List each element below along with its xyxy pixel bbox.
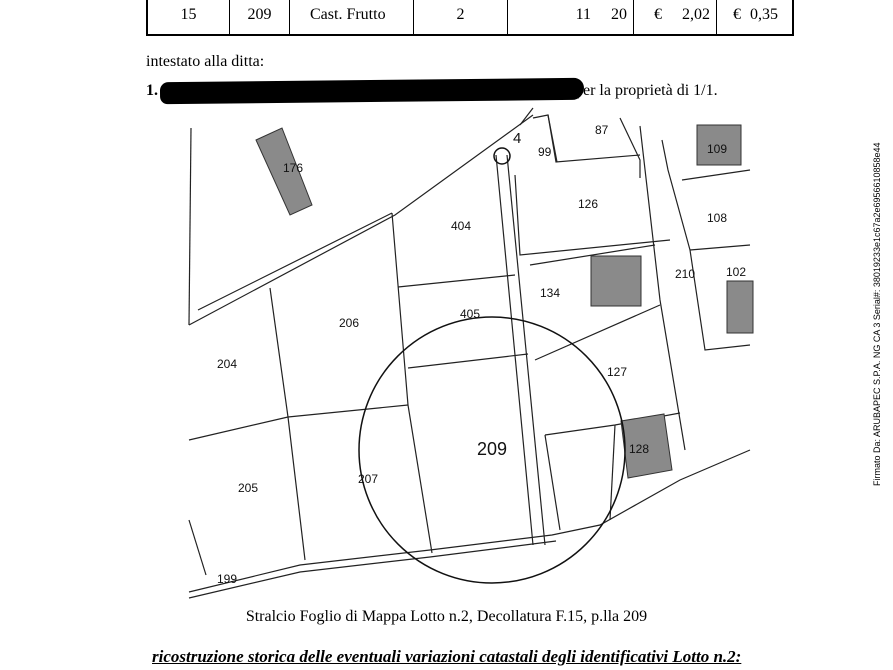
parcel-label: 199	[217, 572, 238, 586]
parcel-label: 109	[707, 142, 728, 156]
cell-classe: 2	[414, 0, 508, 34]
parcel-label: 134	[540, 286, 561, 300]
euro-symbol: €	[654, 6, 662, 23]
owner-share: per la proprietà di 1/1.	[575, 82, 718, 99]
parcel-label: 126	[578, 197, 599, 211]
parcel-label: 99	[538, 145, 552, 159]
section-heading: ricostruzione storica delle eventuali variazioni catastali degli identificativi Lotto n.2:	[152, 647, 742, 666]
parcel-label: 128	[629, 442, 650, 456]
parcel-label: 4	[513, 130, 522, 147]
euro-symbol: €	[733, 6, 741, 23]
map-caption: Stralcio Foglio di Mappa Lotto n.2, Decollatura F.15, p.lla 209	[245, 608, 648, 625]
parcel-label: 108	[707, 211, 728, 225]
parcel-label-highlighted: 209	[477, 439, 508, 459]
owner-number: 1.	[146, 82, 158, 99]
cell-qualita: Cast. Frutto	[290, 0, 414, 34]
digital-signature-stamp: Firmato Da: ARUBAPEC S.P.A. NG CA 3 Serial#: 38019233e1c67a2e6956610858e44	[872, 142, 882, 486]
parcel-label: 127	[607, 365, 628, 379]
parcel-label: 87	[595, 123, 609, 137]
owner-label: intestato alla ditta:	[146, 53, 265, 70]
parcel-label: 176	[283, 161, 304, 175]
parcel-label: 204	[217, 357, 238, 371]
cell-particella: 209	[230, 0, 290, 34]
parcel-label: 207	[358, 472, 379, 486]
reddito-dominicale-value: 2,02	[682, 6, 710, 23]
parcel-label: 206	[339, 316, 360, 330]
parcel-label: 404	[451, 219, 472, 233]
superficie-are: 11	[575, 6, 591, 23]
parcel-label: 210	[675, 267, 696, 281]
cell-foglio: 15	[148, 0, 230, 34]
parcel-label: 205	[238, 481, 259, 495]
parcel-label: 102	[726, 265, 747, 279]
reddito-agrario-value: 0,35	[750, 6, 778, 23]
parcel-label: 405	[460, 307, 481, 321]
superficie-centiare: 20	[611, 6, 627, 23]
